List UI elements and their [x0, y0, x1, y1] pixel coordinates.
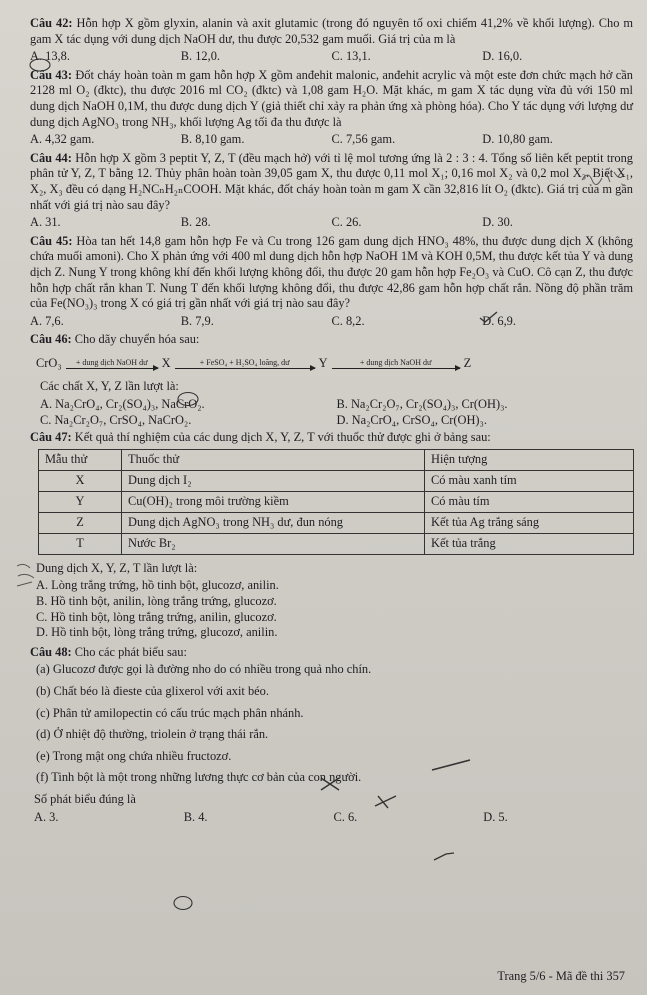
reaction-arrow: [66, 358, 158, 369]
option-b[interactable]: B. 28.: [180, 215, 211, 230]
table-header: Hiện tượng: [425, 449, 634, 470]
question-number: Câu 44:: [30, 150, 72, 165]
option-c[interactable]: C. 26.: [331, 215, 362, 230]
question-42-options: [30, 49, 633, 65]
option-c[interactable]: C. 7,56 gam.: [331, 132, 396, 147]
arrow-line: [66, 368, 158, 369]
option-a[interactable]: A. 3.: [34, 809, 59, 824]
question-number: Câu 46:: [30, 332, 72, 347]
option-b[interactable]: B. 12,0.: [180, 49, 220, 64]
option-a[interactable]: A. 31.: [30, 215, 61, 230]
question-text: Hòa tan hết 14,8 gam hỗn hợp Fe và Cu trong 126 gam dung dịch HNO₃ 48%, thu được dung dịch X (không chứa muối amoni). Cho X phản ứng với 400 ml dung dịch hỗn hợp NaOH 1M và KOH 0,5M, thu được kết tủa Y và dung dịch Z. Nung Y trong không khí đến khối lượng không đổi, thu được 20 gam hỗn hợp Fe₂O₃ và CuO. Cô cạn Z, thu được hỗn hợp chất rắn khan T. Nung T đến khối lượng không đổi, thu được 42,86 gam hỗn hợp chất rắn. Nồng độ phần trăm của Fe(NO₃)₃ trong X có giá trị gần nhất với giá trị nào sau đây?: [30, 233, 633, 311]
question-text: Đốt cháy hoàn toàn m gam hỗn hợp X gồm anđehit malonic, anđehit acrylic và một este đơn chức mạch hở cần 2128 ml O₂ (đktc), thu được 2016 ml CO₂ (đktc) và 1,08 gam H₂O. Mặt khác, m gam X tác dụng vừa đủ với 150 ml dung dịch NaOH 0,1M, thu được dung dịch Y (giả thiết chỉ xảy ra phản ứng xà phòng hóa). Cho Y tác dụng với lượng dư dung dịch AgNO₃ trong NH₃, khối lượng Ag tối đa thu được là: [30, 67, 633, 129]
cross-mark: [372, 792, 400, 810]
reaction-arrow: [332, 358, 460, 369]
option-c[interactable]: C. 13,1.: [331, 49, 371, 64]
reaction-chain: [36, 356, 633, 372]
page-footer: Trang 5/6 - Mã đề thi 357: [497, 969, 625, 984]
option-a[interactable]: A. Lòng trắng trứng, hồ tinh bột, glucozơ, anilin.: [36, 578, 279, 593]
table-cell: Cu(OH)₂ trong môi trường kiềm: [122, 491, 425, 512]
circle-mark: [172, 895, 194, 911]
statement-item: (b) Chất béo là đieste của glixerol với axit béo.: [36, 684, 269, 698]
statement-list: [30, 662, 633, 786]
table-cell: Có màu tím: [425, 491, 634, 512]
table-cell: [39, 491, 122, 512]
option-d[interactable]: D. 6,9.: [482, 313, 516, 328]
question-47-options: [36, 578, 633, 640]
circle-mark: [28, 58, 52, 72]
option-b[interactable]: B. 7,9.: [180, 313, 214, 328]
arrow-condition: + dung dịch NaOH dư: [359, 358, 432, 368]
statement-item: (e) Trong mật ong chứa nhiều fructozơ.: [36, 748, 232, 763]
statement-item: (a) Glucozơ được gọi là đường nho do có nhiều trong quả nho chín.: [36, 662, 372, 677]
experiment-table: [38, 449, 634, 555]
chain-y: Y: [318, 355, 328, 370]
question-44: [30, 151, 633, 213]
question-text: Kết quả thí nghiệm của các dung dịch X, Y, Z, T với thuốc thử được ghi ở bảng sau:: [74, 430, 491, 445]
option-d[interactable]: D. 10,80 gam.: [482, 132, 553, 147]
reaction-arrow: [175, 358, 315, 369]
question-47-ask: Dung dịch X, Y, Z, T lần lượt là:: [36, 560, 198, 575]
question-46-options: [40, 397, 633, 428]
question-number: Câu 47:: [30, 430, 72, 445]
option-d[interactable]: D. 5.: [483, 809, 508, 824]
question-42: [30, 16, 633, 47]
option-b[interactable]: B. Hồ tinh bột, anilin, lòng trắng trứng, glucozơ.: [36, 594, 277, 609]
question-48-ask: Số phát biểu đúng là: [34, 791, 136, 806]
question-number: Câu 43:: [30, 67, 72, 82]
check-mark: [478, 310, 500, 324]
option-a[interactable]: A. Na₂CrO₄, Cr₂(SO₄)₃, NaCrO₂.: [40, 397, 205, 412]
table-cell: Có màu xanh tím: [425, 470, 634, 491]
question-43-options: [30, 132, 633, 148]
chain-x: X: [161, 355, 171, 370]
question-number: Câu 42:: [30, 16, 73, 30]
question-43: [30, 68, 633, 130]
option-d[interactable]: D. 16,0.: [482, 49, 523, 64]
question-45-options: [30, 314, 633, 330]
chain-start: CrO₃: [36, 355, 62, 370]
table-row: [39, 512, 634, 533]
table-row: [39, 533, 634, 554]
arrow-line: [175, 368, 315, 369]
sample-label: X: [75, 473, 85, 488]
table-header: Mẫu thử: [39, 449, 122, 470]
table-cell: [39, 533, 122, 554]
question-text: Cho dãy chuyển hóa sau:: [74, 332, 200, 347]
table-cell: Nước Br₂: [122, 533, 425, 554]
statement-item: (f) Tinh bột là một trong những lương thực cơ bản của con người.: [36, 770, 362, 785]
pen-stroke-mark: [430, 757, 475, 773]
option-b[interactable]: B. 8,10 gam.: [180, 132, 245, 147]
option-b[interactable]: B. 4.: [183, 809, 208, 824]
option-a[interactable]: A. 4,32 gam.: [30, 132, 95, 147]
chain-z: Z: [463, 355, 472, 370]
arrow-condition: + FeSO₄ + H₂SO₄ loãng, dư: [199, 358, 290, 368]
question-46-ask: Các chất X, Y, Z lần lượt là:: [40, 379, 179, 394]
table-cell: Kết tủa Ag trắng sáng: [425, 512, 634, 533]
statement-item: (d) Ở nhiệt độ thường, triolein ở trạng thái rắn.: [36, 727, 269, 742]
tick-mark: [432, 851, 456, 863]
option-d[interactable]: D. 30.: [482, 215, 513, 230]
table-cell: Dung dịch I₂: [122, 470, 425, 491]
arrow-condition: + dung dịch NaOH dư: [75, 358, 148, 368]
table-header: Thuốc thử: [122, 449, 425, 470]
circle-mark: [176, 391, 200, 407]
question-number: Câu 45:: [30, 233, 73, 248]
question-text: Cho các phát biểu sau:: [74, 644, 187, 659]
question-number: Câu 48:: [30, 644, 72, 659]
cross-mark: [318, 775, 344, 793]
table-header-row: [39, 449, 634, 470]
option-a[interactable]: A. 13,8.: [30, 49, 70, 64]
sample-label: T: [76, 536, 84, 551]
table-row: [39, 470, 634, 491]
question-46: [30, 332, 633, 348]
option-c[interactable]: C. Hồ tinh bột, lòng trắng trứng, anilin, glucozơ.: [36, 609, 277, 624]
table-cell: [39, 512, 122, 533]
table-cell: Dung dịch AgNO₃ trong NH₃ dư, đun nóng: [122, 512, 425, 533]
option-b[interactable]: B. Na₂Cr₂O₇, Cr₂(SO₄)₃, Cr(OH)₃.: [336, 397, 508, 412]
option-d[interactable]: D. Hồ tinh bột, lòng trắng trứng, glucozơ, anilin.: [36, 625, 278, 640]
question-44-options: [30, 215, 633, 231]
margin-scribble: [14, 560, 38, 590]
table-cell: Kết tủa trắng: [425, 533, 634, 554]
sample-label: Z: [76, 515, 84, 530]
margin-scribble: [580, 168, 628, 186]
option-a[interactable]: A. 7,6.: [30, 313, 64, 328]
sample-label: Y: [75, 494, 85, 509]
arrow-line: [332, 368, 460, 369]
option-d[interactable]: D. Na₂CrO₄, CrSO₄, Cr(OH)₃.: [336, 412, 487, 427]
table-row: [39, 491, 634, 512]
question-text: Hỗn hợp X gồm 3 peptit Y, Z, T (đều mạch hở) với tỉ lệ mol tương ứng là 2 : 3 : 4. Tổng số liên kết peptit trong phân tử Y, Z, T bằng 12. Thủy phân hoàn toàn 39,05 gam X, thu được 0,11 mol X₁; 0,16 mol X₂ và 0,2 mol X₃. Biết X₁, X₂, X₃ đều có dạng H₂NCₙH₂ₙCOOH. Mặt khác, đốt cháy hoàn toàn m gam X cần 32,816 lít O₂ (đktc). Giá trị của m gần nhất với giá trị nào sau đây?: [30, 150, 633, 212]
option-c[interactable]: C. Na₂Cr₂O₇, CrSO₄, NaCrO₂.: [40, 412, 192, 427]
table-cell: [39, 470, 122, 491]
question-48-options: [34, 810, 633, 826]
option-c[interactable]: C. 8,2.: [331, 313, 365, 328]
question-text: Hỗn hợp X gồm glyxin, alanin và axit glutamic (trong đó nguyên tố oxi chiếm 41,2% về khối lượng). Cho m gam X tác dụng với dung dịch NaOH dư, thu được 20,532 gam muối. Giá trị của m là: [30, 16, 633, 46]
option-c[interactable]: C. 6.: [333, 809, 358, 824]
statement-item: (c) Phân tử amilopectin có cấu trúc mạch phân nhánh.: [36, 705, 304, 720]
question-45: [30, 234, 633, 312]
question-48: [30, 645, 633, 661]
question-47: [30, 430, 633, 446]
